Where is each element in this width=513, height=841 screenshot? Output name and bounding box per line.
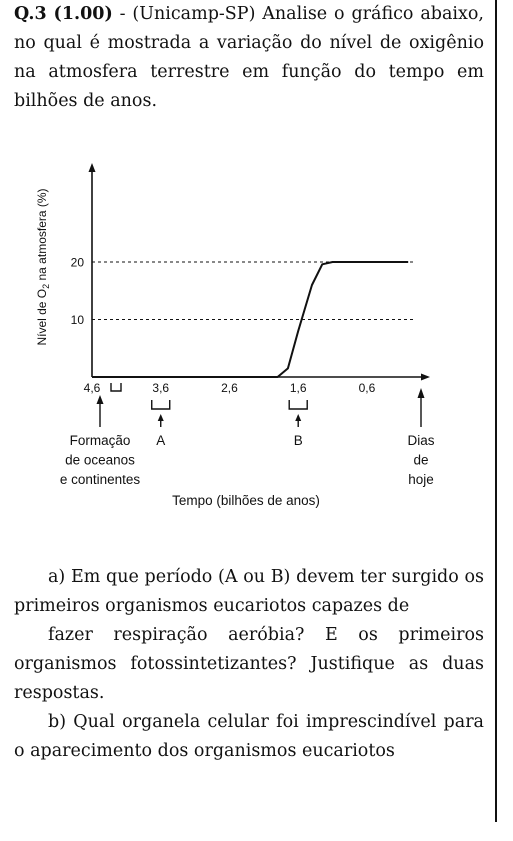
marker-label-B: B — [293, 433, 303, 448]
marker-label-formacao: Formação — [69, 433, 131, 448]
x-tick-label: 4,6 — [83, 381, 101, 395]
question-statement — [14, 0, 484, 116]
item-a-part2: fazer respiração aeróbia? E os primeiros organismos fotossintetizantes? Justifique as duas respostas. — [14, 625, 484, 703]
right-margin-rule — [495, 0, 497, 822]
x-tick-label: 2,6 — [221, 381, 238, 395]
x-tick-label: 3,6 — [152, 381, 170, 395]
x-axis-arrow-icon — [421, 374, 430, 381]
oxygen-chart — [30, 155, 450, 520]
marker-label-formacao: e continentes — [59, 472, 141, 487]
y-axis-arrow-icon — [89, 163, 96, 172]
today-arrow-icon — [418, 388, 425, 398]
question-points: (1.00) — [53, 4, 113, 24]
marker-label-dias: hoje — [408, 472, 434, 487]
item-a-part1: a) Em que período (A ou B) devem ter surgido os primeiros organismos eucariotos capazes de — [14, 567, 484, 616]
question-number: Q.3 — [14, 4, 47, 24]
x-axis-title: Tempo (bilhões de anos) — [172, 493, 320, 508]
period-bracket-a — [152, 400, 170, 409]
y-axis-label: Nível de $O_2$ na atmosfera (%) — [35, 188, 51, 346]
item-b: b) Qual organela celular foi imprescindível para o aparecimento dos organismos eucariotos — [14, 712, 484, 761]
x-tick-label: 0,6 — [358, 381, 376, 395]
x-tick-label: 1,6 — [289, 381, 307, 395]
period-arrow-icon-a — [158, 414, 164, 421]
question-intro — [14, 0, 484, 116]
y-tick-label: 10 — [70, 313, 84, 327]
marker-label-dias: de — [413, 452, 429, 468]
marker-label-A: A — [156, 433, 166, 448]
marker-label-formacao: de oceanos — [65, 452, 135, 468]
formacao-bracket — [111, 383, 121, 391]
oxygen-chart-svg — [30, 155, 450, 520]
formacao-arrow-icon — [97, 395, 104, 404]
questions-body — [14, 563, 484, 766]
marker-label-dias: Dias — [407, 433, 435, 448]
y-tick-label: 20 — [70, 255, 84, 270]
question-intro-text: - (Unicamp-SP) Analise o gráfico abaixo, no qual é mostrada a variação do nível de oxigênio na atmosfera terrestre em função do tempo em bilhões de anos. — [14, 4, 484, 111]
period-arrow-icon-b — [295, 414, 301, 421]
period-bracket-b — [289, 400, 307, 409]
